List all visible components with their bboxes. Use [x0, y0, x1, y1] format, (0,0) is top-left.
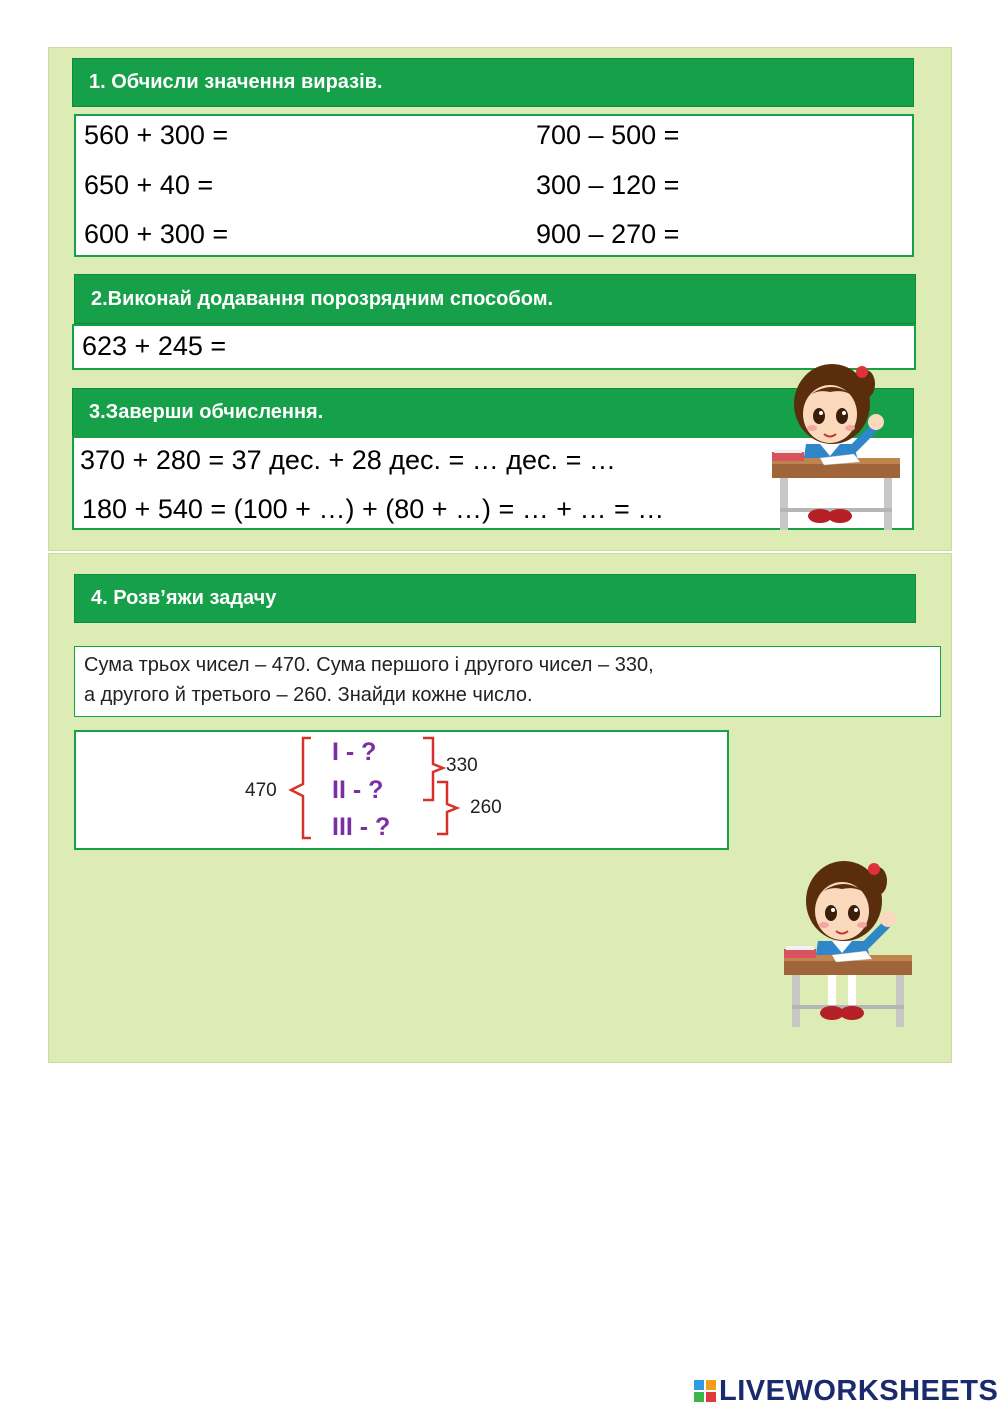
task3-line1: 370 + 280 = 37 дес. + 28 дес. = … дес. = …: [80, 445, 616, 475]
diagram-sum-260: 260: [470, 797, 502, 818]
task1-expr: 650 + 40 =: [84, 170, 214, 200]
task1-title: 1. Обчисли значення виразів.: [89, 71, 383, 93]
diagram-total: 470: [245, 780, 277, 801]
task4-title: 4. Розв’яжи задачу: [91, 587, 277, 609]
task1-expr: 560 + 300 =: [84, 120, 229, 150]
task4-header: [74, 574, 916, 623]
task1-expr: 900 – 270 =: [536, 219, 680, 249]
logo-text: LIVEWORKSHEETS: [719, 1374, 999, 1407]
diagram-sum-330: 330: [446, 755, 478, 776]
task4-text-line1: Сума трьох чисел – 470. Сума першого і другого чисел – 330,: [84, 654, 654, 676]
task1-expr: 600 + 300 =: [84, 219, 229, 249]
diagram-item-2: II - ?: [332, 776, 384, 804]
task1-expr: 300 – 120 =: [536, 170, 680, 200]
task1-expr: 700 – 500 =: [536, 120, 680, 150]
diagram-item-1: I - ?: [332, 738, 377, 766]
logo-grid-icon: [694, 1380, 716, 1402]
task2-title: 2.Виконай додавання порозрядним способом.: [91, 287, 554, 310]
liveworksheets-logo[interactable]: [694, 1374, 998, 1408]
task1-header: [72, 58, 914, 107]
task2-header: [74, 274, 916, 324]
girl-at-desk-illustration: [762, 358, 912, 538]
task3-title: 3.Заверши обчислення.: [89, 401, 324, 423]
task2-expr: 623 + 245 =: [82, 331, 227, 361]
task4-text-line2: а другого й третього – 260. Знайди кожне число.: [84, 684, 533, 706]
task3-line2: 180 + 540 = (100 + …) + (80 + …) = … + … = …: [82, 494, 665, 524]
girl-at-desk-illustration: [774, 850, 924, 1040]
diagram-item-3: III - ?: [332, 813, 391, 841]
